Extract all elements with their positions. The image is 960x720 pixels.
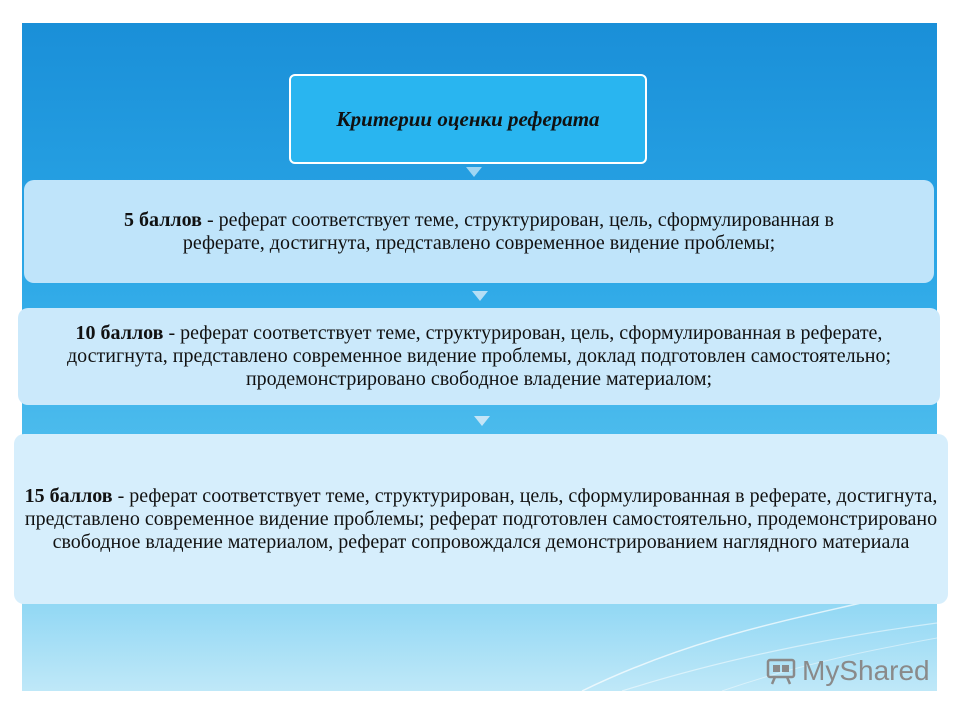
points-label: 10 баллов [75,322,164,344]
criteria-level-10-points [18,308,940,405]
criteria-text [24,322,934,391]
criteria-text [94,209,864,255]
criteria-level-5-points [24,180,934,283]
connector-arrow [472,291,488,301]
points-label: 15 баллов [24,484,113,507]
criteria-description: - реферат соответствует теме, структурирован, цель, сформулированная в реферате, достигнута, представлено современное видение проблемы, доклад подготовлен самостоятельно; продемонстрировано свободное владение материалом; [67,322,891,390]
presentation-board-icon [766,656,796,686]
points-label: 5 баллов [124,208,202,231]
criteria-text [22,485,940,554]
diagram-title: Критерии оценки реферата [289,74,647,164]
criteria-level-15-points [14,434,948,604]
connector-arrow [474,416,490,426]
connector-arrow [466,167,482,177]
criteria-description: - реферат соответствует теме, структурирован, цель, сформулированная в реферате, достигнута, представлено современное видение проблемы; реферат подготовлен самостоятельно, продемонстрировано свободное владение материалом, реферат сопровождался демонстрированием наглядного материала [24,484,938,553]
criteria-description: - реферат соответствует теме, структурирован, цель, сформулированная в реферате, достигнута, представлено современное видение проблемы; [182,208,834,254]
myshared-logo [766,655,930,687]
logo-text: MyShared [802,655,930,686]
